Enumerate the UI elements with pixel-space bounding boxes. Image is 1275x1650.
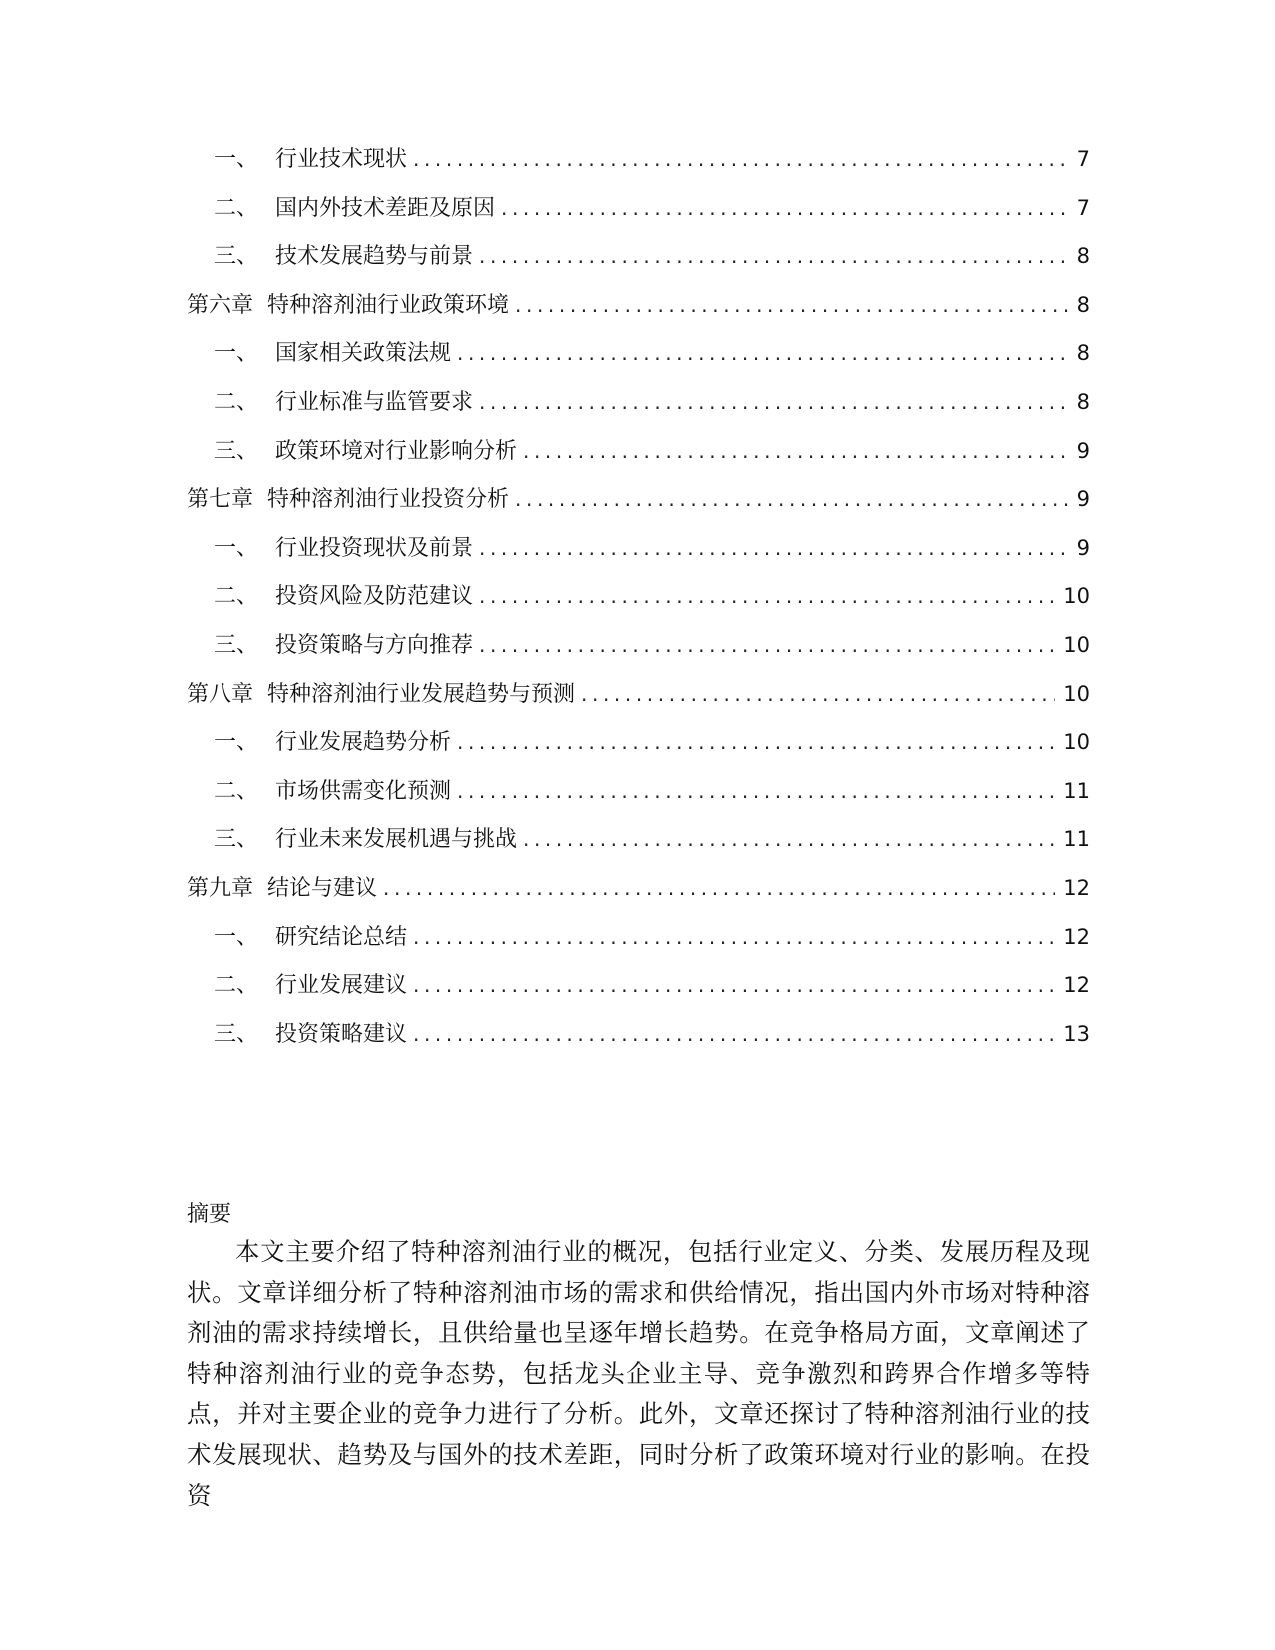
toc-section-entry[interactable] [187, 336, 1090, 385]
toc-dot-leader [413, 147, 1069, 171]
toc-section-entry[interactable] [187, 239, 1090, 288]
toc-page-number: 8 [1076, 389, 1090, 414]
toc-dot-leader [479, 390, 1069, 414]
toc-dot-leader [457, 730, 1055, 754]
toc-page-number: 11 [1063, 827, 1090, 852]
toc-dot-leader [523, 439, 1069, 463]
toc-entry-number: 一、 [214, 730, 259, 756]
toc-entry-title: 行业技术现状 [275, 147, 408, 172]
toc-page-number: 10 [1063, 632, 1090, 657]
toc-entry-number: 一、 [214, 147, 259, 172]
toc-dot-leader [413, 973, 1055, 997]
toc-page-number: 10 [1063, 584, 1090, 609]
toc-entry-title: 研究结论总结 [275, 924, 408, 950]
toc-entry-number: 二、 [214, 389, 259, 415]
toc-page-number: 8 [1076, 244, 1090, 269]
toc-dot-leader [515, 487, 1069, 511]
toc-entry-title: 行业标准与监管要求 [275, 389, 474, 415]
toc-entry-title: 投资策略建议 [275, 1021, 408, 1047]
toc-page-number: 10 [1063, 730, 1090, 755]
toc-page-number: 12 [1063, 973, 1090, 998]
toc-section-entry[interactable] [187, 774, 1090, 823]
toc-section-entry[interactable] [187, 822, 1090, 871]
toc-chapter-entry[interactable] [187, 288, 1090, 337]
toc-entry-number: 一、 [214, 341, 259, 367]
abstract-heading: 摘要 [187, 1202, 232, 1227]
toc-dot-leader [581, 682, 1055, 706]
toc-dot-leader [383, 876, 1055, 900]
toc-page-number: 7 [1076, 195, 1090, 220]
toc-entry-title: 结论与建议 [267, 875, 378, 901]
toc-section-entry[interactable] [187, 628, 1090, 677]
toc-entry-title: 特种溶剂油行业政策环境 [267, 292, 510, 318]
toc-section-entry[interactable] [187, 191, 1090, 240]
toc-dot-leader [479, 536, 1069, 560]
toc-entry-title: 国家相关政策法规 [275, 341, 452, 367]
abstract-section [187, 1198, 1090, 1516]
toc-page-number: 8 [1076, 341, 1090, 366]
toc-section-entry[interactable] [187, 142, 1090, 191]
toc-entry-number: 第六章 [187, 292, 254, 318]
toc-dot-leader [413, 1022, 1055, 1046]
table-of-contents [187, 142, 1090, 1065]
toc-entry-title: 国内外技术差距及原因 [275, 195, 496, 221]
toc-entry-title: 行业投资现状及前景 [275, 535, 474, 561]
toc-section-entry[interactable] [187, 385, 1090, 434]
toc-entry-title: 特种溶剂油行业投资分析 [267, 487, 510, 513]
toc-entry-number: 第九章 [187, 875, 254, 901]
toc-section-entry[interactable] [187, 434, 1090, 483]
toc-entry-title: 投资风险及防范建议 [275, 584, 474, 610]
toc-page-number: 9 [1076, 487, 1090, 512]
toc-chapter-entry[interactable] [187, 677, 1090, 726]
toc-entry-title: 特种溶剂油行业发展趋势与预测 [267, 681, 576, 707]
toc-page-number: 9 [1076, 535, 1090, 560]
toc-entry-number: 一、 [214, 535, 259, 561]
toc-dot-leader [457, 341, 1069, 365]
toc-page-number: 9 [1076, 438, 1090, 463]
toc-chapter-entry[interactable] [187, 871, 1090, 920]
toc-entry-title: 行业发展趋势分析 [275, 730, 452, 756]
toc-dot-leader [523, 827, 1055, 851]
toc-page-number: 13 [1063, 1021, 1090, 1046]
toc-entry-title: 政策环境对行业影响分析 [275, 438, 518, 464]
toc-page-number: 8 [1076, 292, 1090, 317]
toc-entry-title: 行业未来发展机遇与挑战 [275, 827, 518, 853]
toc-section-entry[interactable] [187, 531, 1090, 580]
toc-section-entry[interactable] [187, 968, 1090, 1017]
toc-entry-title: 行业发展建议 [275, 973, 408, 999]
toc-entry-title: 技术发展趋势与前景 [275, 244, 474, 270]
toc-page-number: 10 [1063, 681, 1090, 706]
toc-entry-number: 二、 [214, 973, 259, 999]
toc-entry-number: 第八章 [187, 681, 254, 707]
toc-section-entry[interactable] [187, 920, 1090, 969]
toc-page-number: 7 [1076, 147, 1090, 171]
toc-entry-number: 三、 [214, 632, 259, 658]
toc-section-entry[interactable] [187, 1017, 1090, 1066]
toc-entry-number: 一、 [214, 924, 259, 950]
toc-entry-title: 投资策略与方向推荐 [275, 632, 474, 658]
toc-entry-title: 市场供需变化预测 [275, 778, 452, 804]
toc-entry-number: 二、 [214, 584, 259, 610]
toc-entry-number: 三、 [214, 1021, 259, 1047]
toc-dot-leader [501, 196, 1069, 220]
toc-dot-leader [413, 925, 1055, 949]
toc-page-number: 11 [1063, 778, 1090, 803]
toc-entry-number: 二、 [214, 778, 259, 804]
toc-entry-number: 三、 [214, 827, 259, 853]
toc-entry-number: 三、 [214, 438, 259, 464]
toc-entry-number: 二、 [214, 195, 259, 221]
toc-dot-leader [479, 244, 1069, 268]
toc-section-entry[interactable] [187, 725, 1090, 774]
toc-dot-leader [515, 293, 1069, 317]
abstract-body: 本文主要介绍了特种溶剂油行业的概况，包括行业定义、分类、发展历程及现状。文章详细分析了特种溶剂油市场的需求和供给情况，指出国内外市场对特种溶剂油的需求持续增长，且供给量也呈逐年增长趋势。在竞争格局方面，文章阐述了特种溶剂油行业的竞争态势，包括龙头企业主导、竞争激烈和跨界合作增多等特点，并对主要企业的竞争力进行了分析。此外，文章还探讨了特种溶剂油行业的技术发展现状、趋势及与国外的技术差距，同时分析了政策环境对行业的影响。在投资 [187, 1237, 1090, 1510]
toc-page-number: 12 [1063, 875, 1090, 900]
toc-chapter-entry[interactable] [187, 482, 1090, 531]
toc-dot-leader [479, 584, 1055, 608]
toc-section-entry[interactable] [187, 579, 1090, 628]
toc-entry-number: 三、 [214, 244, 259, 270]
toc-dot-leader [457, 779, 1055, 803]
toc-dot-leader [479, 633, 1055, 657]
toc-page-number: 12 [1063, 924, 1090, 949]
toc-entry-number: 第七章 [187, 487, 254, 513]
